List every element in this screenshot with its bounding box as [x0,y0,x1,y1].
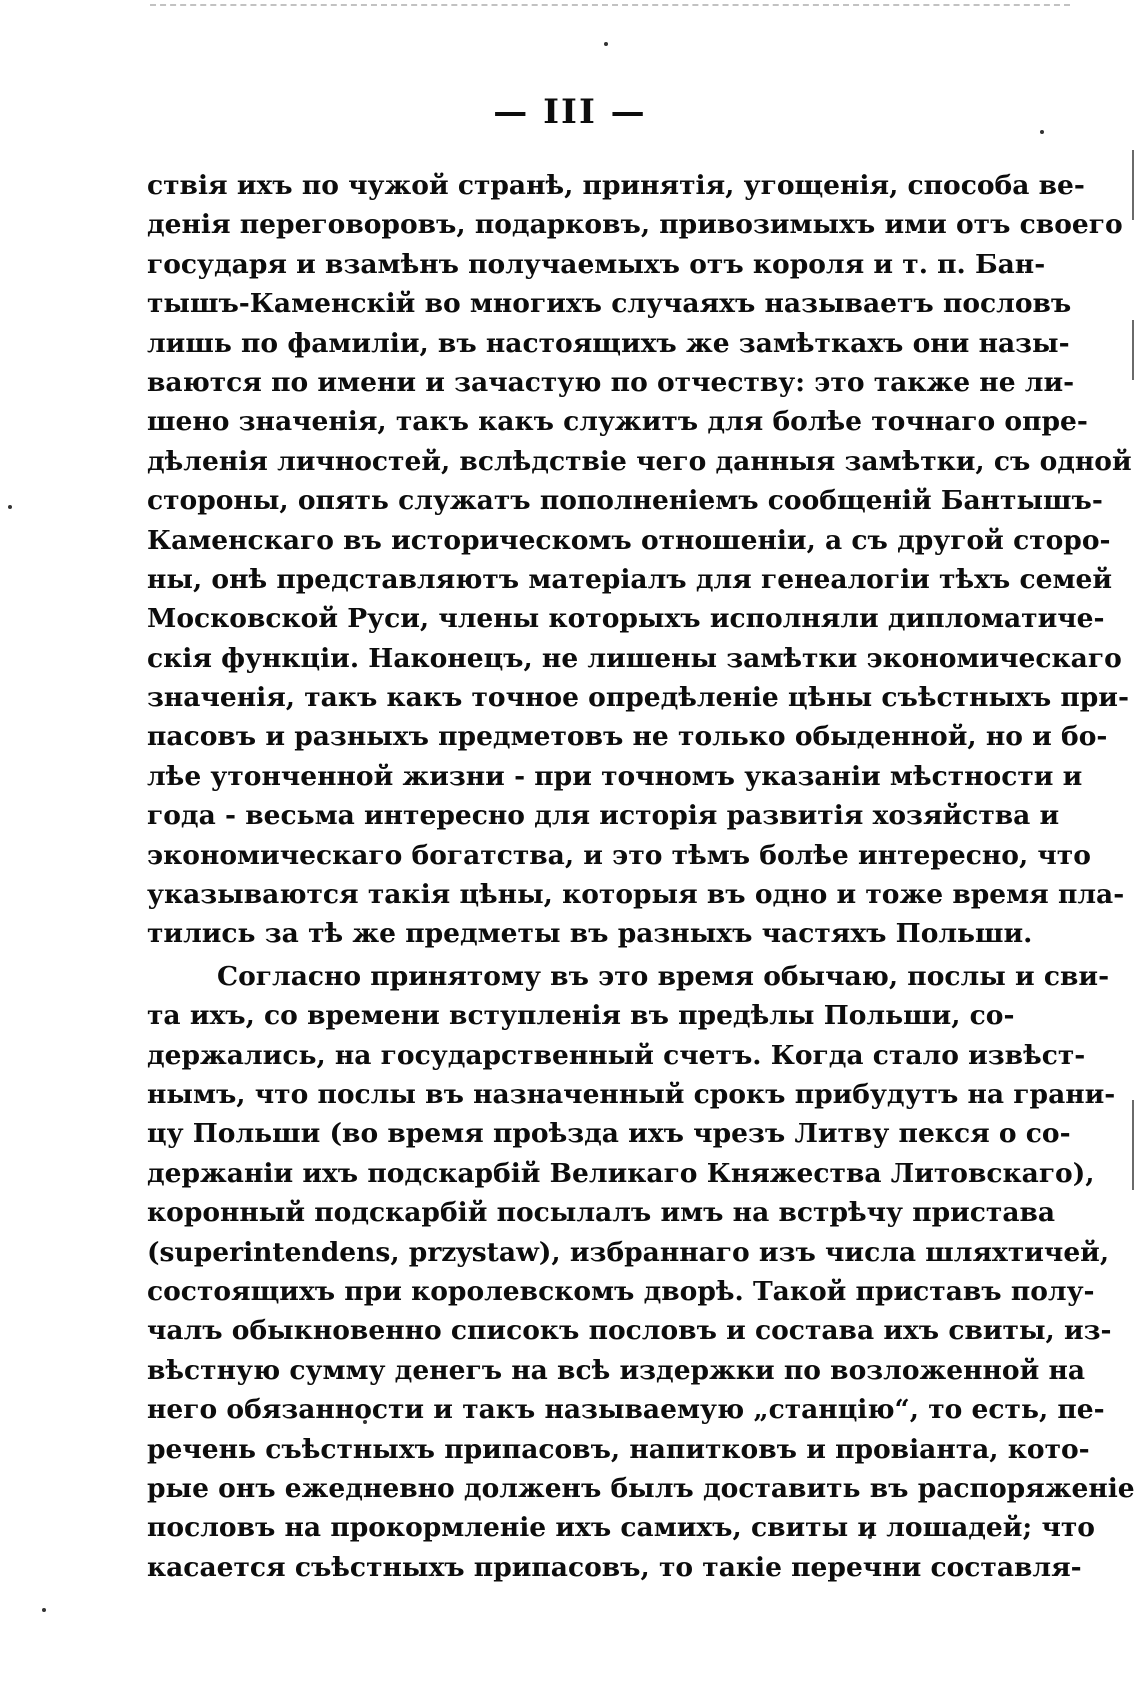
text-line: коронный подскарбій посылалъ имъ на встрѣчу пристава [147,1197,1056,1229]
text-line: тышъ-Каменскій во многихъ случаяхъ называетъ пословъ [147,288,1072,320]
text-line: рые онъ ежедневно долженъ былъ доставить въ распоряженіе [147,1472,1135,1504]
text-line: ны, онѣ представляютъ матеріалъ для генеалогіи тѣхъ семей [147,563,1112,595]
text-line: указываются такія цѣны, которыя въ одно и тоже время пла- [147,879,1125,911]
text-line: лишь по фамиліи, въ настоящихъ же замѣткахъ они назы- [147,327,1070,359]
text-line: скія функціи. Наконецъ, не лишены замѣтки экономическаго [147,642,1122,674]
text-line: речень съѣстныхъ припасовъ, напитковъ и провіанта, кото- [147,1433,1090,1465]
text-line: ствія ихъ по чужой странѣ, принятія, угощенія, способа ве- [147,170,1085,201]
text-line: шено значенія, такъ какъ служитъ для болѣе точнаго опре- [147,406,1088,438]
text-line: держаніи ихъ подскарбій Великаго Княжества Литовскаго), [147,1157,1095,1189]
text-line: дѣленія личностей, вслѣдствіе чего данныя замѣтки, съ одной [147,445,1132,477]
text-line: Согласно принятому въ это время обычаю, послы и сви- [217,960,1110,992]
text-line: экономическаго богатства, и это тѣмъ болѣе интересно, что [147,839,1091,871]
text-line: ваются по имени и зачастую по отчеству: это также не ли- [147,366,1075,398]
text-line: денія переговоровъ, подарковъ, привозимыхъ ими отъ своего [147,209,1123,241]
scan-speck [42,1608,46,1612]
body-text [147,166,1135,1587]
scan-margin-mark [1132,1100,1134,1190]
text-line: пасовъ и разныхъ предметовъ не только обыденной, но и бо- [147,721,1108,753]
text-line: вѣстную сумму денегъ на всѣ издержки по возложенной на [147,1354,1086,1386]
text-line: тились за тѣ же предметы въ разныхъ частяхъ Польши. [147,918,1033,950]
text-line: государя и взамѣнъ получаемыхъ отъ короля и т. п. Бан- [147,248,1046,280]
text-line: держались, на государственный счетъ. Когда стало извѣст- [147,1039,1086,1071]
scan-speck [604,42,608,46]
text-line: чалъ обыкновенно списокъ пословъ и состава ихъ свиты, из- [147,1315,1112,1347]
text-line: цу Польши (во время проѣзда ихъ чрезъ Литву пекся о со- [147,1118,1071,1150]
text-line: пословъ на прокормленіе ихъ самихъ, свиты и лошадей; что [147,1512,1095,1544]
scan-speck [8,505,12,509]
text-line: Московской Руси, члены которыхъ исполняли дипломатиче- [147,603,1105,635]
text-line: та ихъ, со времени вступленія въ предѣлы Польши, со- [147,1000,1015,1032]
text-line: касается съѣстныхъ припасовъ, то такіе перечни составля- [147,1551,1082,1583]
scan-margin-mark [1132,150,1134,220]
page-number: — III — [493,92,647,132]
scan-margin-mark [1132,320,1134,380]
text-line: нымъ, что послы въ назначенный срокъ прибудутъ на грани- [147,1078,1116,1110]
text-line: стороны, опять служатъ пополненіемъ сообщеній Бантышъ- [147,485,1103,517]
text-line: состоящихъ при королевскомъ дворѣ. Такой приставъ полу- [147,1275,1095,1307]
scan-edge-noise [150,4,1070,12]
text-line: значенія, такъ какъ точное опредѣленіе цѣны съѣстныхъ при- [147,682,1129,714]
text-line: него обязанности и такъ называемую „станцію“, то есть, пе- [147,1394,1105,1426]
text-line: лѣе утонченной жизни - при точномъ указаніи мѣстности и [147,760,1083,792]
text-line: Каменскаго въ историческомъ отношеніи, а съ другой сторо- [147,524,1111,556]
text-line: (superintendens, przystaw), избраннаго изъ числа шляхтичей, [147,1236,1110,1268]
text-line: года - весьма интересно для исторія развитія хозяйства и [147,800,1060,832]
